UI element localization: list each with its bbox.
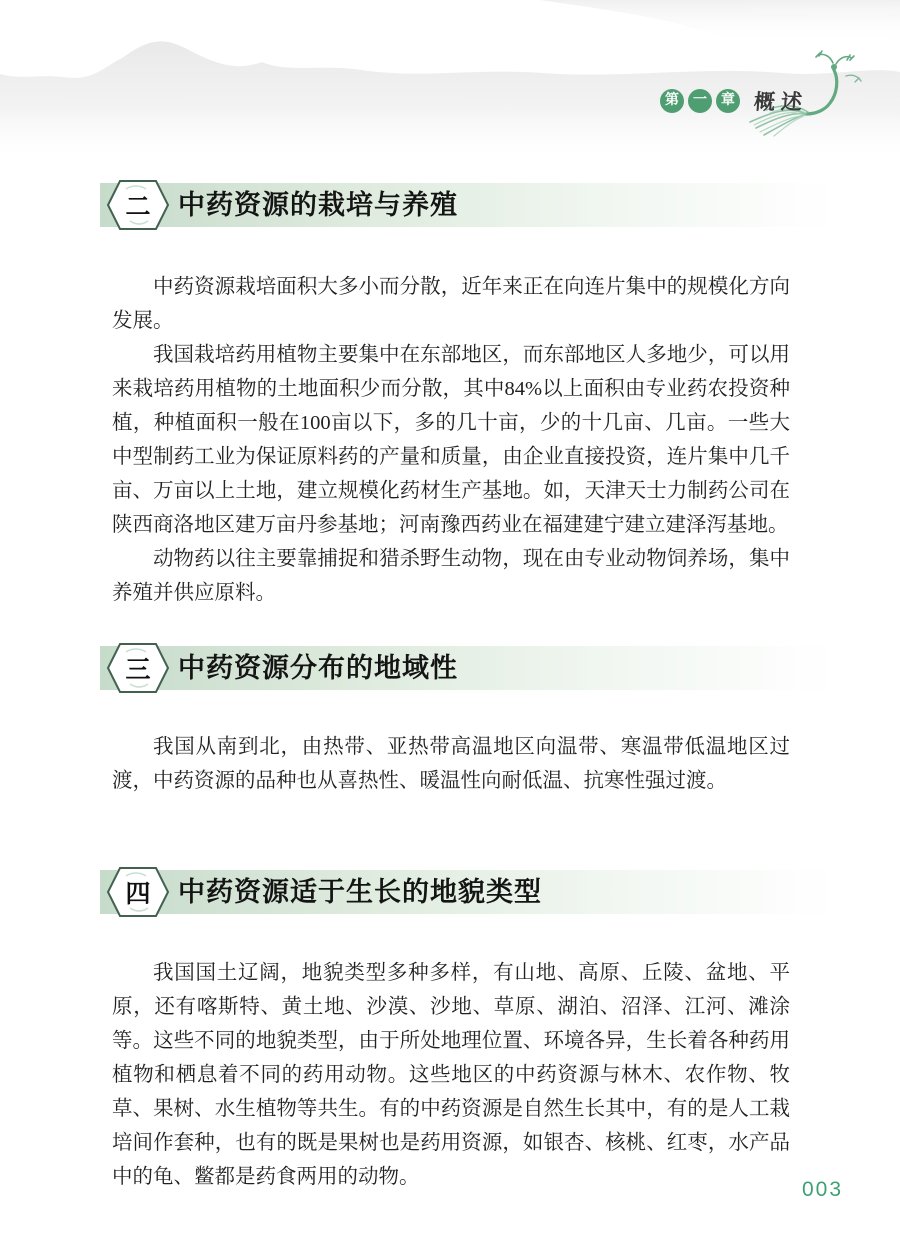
section-title: 中药资源的栽培与养殖 bbox=[178, 190, 458, 220]
section-title: 中药资源适于生长的地貌类型 bbox=[178, 877, 542, 907]
paragraph: 中药资源栽培面积大多小而分散，近年来正在向连片集中的规模化方向发展。 bbox=[112, 276, 790, 332]
section-number: 四 bbox=[125, 881, 151, 908]
section-number: 二 bbox=[125, 194, 151, 221]
section-title: 中药资源分布的地域性 bbox=[178, 653, 458, 683]
section-heading-cultivation bbox=[100, 183, 900, 227]
chapter-badge bbox=[660, 86, 808, 116]
chapter-char-circle: 章 bbox=[716, 89, 740, 113]
paragraph: 我国国土辽阔，地貌类型多种多样，有山地、高原、丘陵、盆地、平原，还有喀斯特、黄土地、沙漠、沙地、草原、湖泊、沼泽、江河、滩涂等。这些不同的地貌类型，由于所处地理位置、环境各异，生长着各种药用植物和栖息着不同的药用动物。这些地区的中药资源与林木、农作物、牧草、果树、水生植物等共生。有的中药资源是自然生长其中，有的是人工栽培间作套种，也有的既是果树也是药用资源，如银杏、核桃、红枣，水产品中的龟、鳖都是药食两用的动物。 bbox=[112, 962, 790, 1188]
hexagon-number-badge bbox=[106, 640, 170, 696]
chapter-char-circle: 第 bbox=[660, 89, 684, 113]
section-heading-distribution bbox=[100, 646, 900, 690]
section-heading-landform bbox=[100, 870, 900, 914]
page-number: 003 bbox=[802, 1178, 844, 1201]
paragraph: 动物药以往主要靠捕捉和猎杀野生动物，现在由专业动物饲养场，集中养殖并供应原料。 bbox=[112, 548, 790, 604]
paragraph: 我国栽培药用植物主要集中在东部地区，而东部地区人多地少，可以用来栽培药用植物的土地面积少而分散，其中84%以上面积由专业药农投资种植，种植面积一般在100亩以下，多的几十亩，少的十几亩、几亩。一些大中型制药工业为保证原料药的产量和质量，由企业直接投资，连片集中几千亩、万亩以上土地，建立规模化药材生产基地。如，天津天士力制药公司在陕西商洛地区建万亩丹参基地；河南豫西药业在福建建宁建立建泽泻基地。 bbox=[112, 344, 790, 536]
chapter-char-circle: 一 bbox=[688, 89, 712, 113]
hexagon-number-badge bbox=[106, 864, 170, 920]
section-number: 三 bbox=[125, 657, 151, 684]
hexagon-number-badge bbox=[106, 177, 170, 233]
section-body-cultivation bbox=[112, 270, 790, 610]
chapter-title: 概述 bbox=[753, 90, 809, 114]
paragraph: 我国从南到北，由热带、亚热带高温地区向温带、寒温带低温地区过渡，中药资源的品种也从喜热性、暖温性向耐低温、抗寒性强过渡。 bbox=[112, 736, 790, 792]
section-body-distribution bbox=[112, 730, 790, 798]
section-body-landform bbox=[112, 956, 790, 1194]
